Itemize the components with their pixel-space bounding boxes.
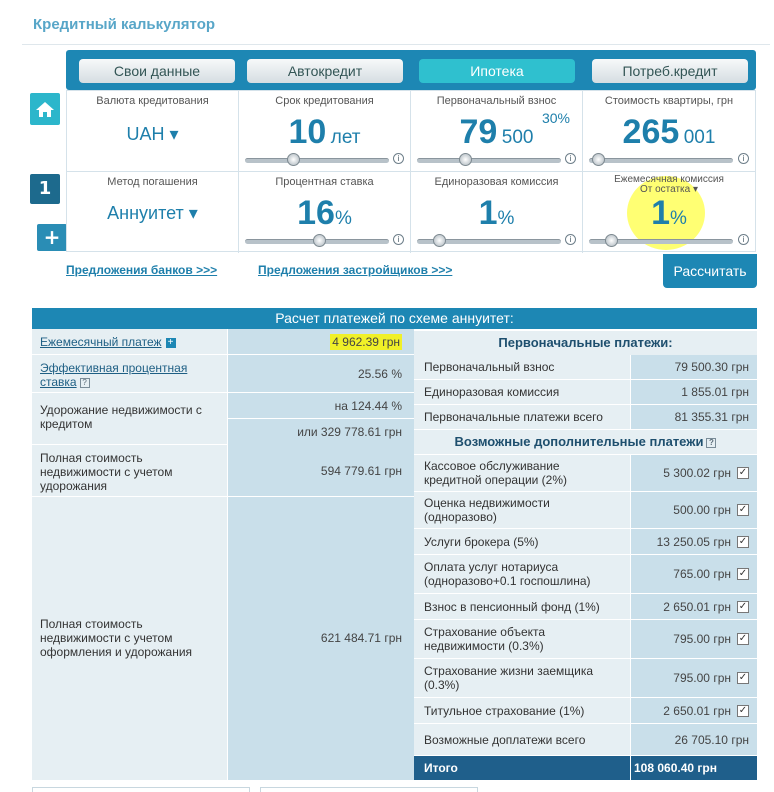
down-payment-slider[interactable] — [417, 158, 561, 163]
info-icon[interactable]: i — [393, 153, 404, 164]
calculator-number-tab[interactable]: 1 — [30, 174, 60, 204]
extra-payment-value: 5 300.02 грн — [663, 466, 731, 480]
oneoff-commission-value[interactable]: 1% — [478, 194, 515, 232]
oneoff-commission-label: Единоразовая комиссия — [434, 176, 559, 188]
currency-label: Валюта кредитования — [96, 95, 209, 107]
price-slider[interactable] — [589, 158, 733, 163]
home-button[interactable] — [30, 93, 60, 125]
tab-auto-credit[interactable]: Автокредит — [247, 59, 403, 83]
term-slider[interactable] — [245, 158, 389, 163]
monthly-payment-value: 4 962.39 грн — [332, 335, 400, 349]
total-cost-value: 621 484.71 грн — [228, 497, 414, 780]
extra-payment-label: Оплата услуг нотариуса (одноразово+0.1 госпошлина) — [414, 555, 630, 593]
checkbox[interactable]: ✓ — [738, 633, 748, 644]
extra-payment-value: 2 650.01 грн — [663, 599, 731, 614]
divider — [22, 44, 770, 45]
home-icon — [30, 93, 60, 125]
monthly-commission-cell — [583, 172, 755, 253]
oneoff-commission-row-label: Единоразовая комиссия — [414, 380, 630, 404]
term-value[interactable]: 10 лет — [288, 113, 361, 151]
oneoff-commission-cell — [411, 172, 583, 253]
table-row — [414, 492, 757, 529]
table-row — [32, 393, 414, 445]
info-icon[interactable]: i — [738, 234, 749, 245]
rate-cell — [239, 172, 411, 253]
checkbox[interactable]: ✓ — [738, 504, 748, 515]
tab-mortgage[interactable]: Ипотека — [419, 59, 575, 83]
monthly-commission-label: Ежемесячная комиссия — [614, 174, 724, 185]
price-rise-percent: на 124.44 % — [228, 393, 414, 419]
tab-consumer-credit[interactable]: Потреб.кредит — [592, 59, 748, 83]
page-title: Кредитный калькулятор — [33, 16, 216, 33]
down-payment-value[interactable]: 79 500 — [459, 113, 534, 151]
info-icon[interactable]: i — [738, 153, 749, 164]
method-cell — [67, 172, 239, 253]
term-slider-handle[interactable] — [287, 153, 300, 166]
table-row — [32, 445, 414, 497]
table-row — [414, 698, 757, 724]
monthly-commission-type-select[interactable]: От остатка ▾ — [639, 184, 699, 195]
table-row — [414, 594, 757, 620]
tab-own-data[interactable]: Свои данные — [79, 59, 235, 83]
grand-total-value: 108 060.40 грн — [634, 761, 717, 775]
parameters-grid — [66, 90, 756, 252]
table-row — [32, 329, 414, 355]
help-icon[interactable]: ? — [80, 378, 90, 388]
method-label: Метод погашения — [107, 176, 198, 188]
grand-total-label: Итого — [424, 761, 458, 775]
price-cell — [583, 91, 755, 172]
initial-payments-title: Первоначальные платежи: — [414, 331, 757, 355]
info-icon[interactable]: i — [565, 153, 576, 164]
checkbox[interactable]: ✓ — [738, 467, 748, 478]
divider — [630, 756, 631, 780]
down-payment-cell — [411, 91, 583, 172]
extra-payment-value: 500.00 грн — [673, 503, 731, 517]
extra-total-label: Возможные доплатежи всего — [414, 724, 630, 755]
initial-payment-value: 79 500.30 грн — [631, 355, 757, 379]
table-row — [414, 455, 757, 492]
extra-payment-label: Страхование объекта недвижимости (0.3%) — [414, 620, 630, 658]
table-row — [414, 355, 757, 380]
monthly-commission-value[interactable]: 1% — [651, 194, 687, 232]
developer-offers-link[interactable]: Предложения застройщиков >>> — [258, 263, 453, 277]
table-row — [414, 380, 757, 405]
checkbox[interactable]: ✓ — [738, 535, 748, 547]
rate-label: Процентная ставка — [275, 176, 374, 188]
checkbox[interactable]: ✓ — [738, 704, 748, 716]
checkbox[interactable]: ✓ — [738, 672, 748, 683]
rate-slider-handle[interactable] — [313, 234, 326, 247]
extra-payments-title: Возможные дополнительные платежи ? — [414, 430, 757, 454]
monthly-commission-slider-handle[interactable] — [605, 234, 618, 247]
initial-total-value: 81 355.31 грн — [631, 405, 757, 429]
rate-value[interactable]: 16% — [297, 194, 352, 232]
info-icon[interactable]: i — [393, 234, 404, 245]
tab-bar — [66, 50, 756, 90]
price-value[interactable]: 265 001 — [622, 113, 716, 151]
oneoff-commission-slider-handle[interactable] — [433, 234, 446, 247]
bottom-panel-edge — [260, 787, 478, 792]
table-row — [32, 355, 414, 393]
add-calculator-button[interactable]: + — [37, 224, 67, 251]
results-right-table — [414, 329, 757, 780]
info-icon[interactable]: i — [565, 234, 576, 245]
price-rise-amount: или 329 778.61 грн — [228, 419, 414, 445]
effective-rate-value: 25.56 % — [228, 355, 414, 392]
term-cell — [239, 91, 411, 172]
monthly-commission-slider[interactable] — [589, 239, 733, 244]
extra-payment-label: Услуги брокера (5%) — [414, 529, 630, 554]
expand-icon[interactable]: + — [166, 338, 176, 348]
down-payment-slider-handle[interactable] — [459, 153, 472, 166]
price-rise-label: Удорожание недвижимости с кредитом — [32, 393, 227, 444]
table-row — [32, 497, 414, 780]
extra-payment-value: 13 250.05 грн — [656, 534, 731, 549]
effective-rate-label[interactable]: Эффективная процентная ставка — [40, 361, 188, 389]
extra-payment-value: 765.00 грн — [673, 567, 731, 581]
calculate-button[interactable]: Рассчитать — [663, 254, 757, 288]
extra-payment-value: 795.00 грн — [673, 671, 731, 685]
table-row — [414, 724, 757, 756]
checkbox[interactable]: ✓ — [738, 568, 748, 579]
table-row — [414, 620, 757, 659]
currency-cell — [67, 91, 239, 172]
down-payment-label: Первоначальный взнос — [436, 95, 557, 107]
extra-payment-value: 2 650.01 грн — [663, 703, 731, 718]
currency-select[interactable]: UAH ▾ — [126, 124, 179, 144]
table-row — [414, 555, 757, 594]
extra-payment-label: Взнос в пенсионный фонд (1%) — [414, 594, 630, 619]
bank-offers-link[interactable]: Предложения банков >>> — [66, 263, 218, 277]
results-left-table — [32, 329, 414, 780]
extra-total-value: 26 705.10 грн — [631, 724, 757, 755]
grand-total-row — [414, 756, 757, 780]
help-icon[interactable]: ? — [706, 438, 716, 448]
rate-slider[interactable] — [245, 239, 389, 244]
monthly-payment-label[interactable]: Ежемесячный платеж — [40, 335, 162, 349]
price-label: Стоимость квартиры, грн — [604, 95, 734, 107]
price-slider-handle[interactable] — [592, 153, 605, 166]
extra-payment-label: Кассовое обслуживание кредитной операции (2%) — [414, 455, 630, 491]
initial-payment-label: Первоначальный взнос — [414, 355, 630, 379]
results-title: Расчет платежей по схеме аннуитет: — [32, 308, 757, 329]
full-cost-value: 594 779.61 грн — [228, 445, 414, 496]
table-row — [414, 659, 757, 698]
oneoff-commission-row-value: 1 855.01 грн — [631, 380, 757, 404]
bottom-panel-edge — [32, 787, 250, 792]
checkbox[interactable]: ✓ — [738, 600, 748, 612]
oneoff-commission-slider[interactable] — [417, 239, 561, 244]
extra-payment-label: Оценка недвижимости (одноразово) — [414, 492, 630, 528]
table-row — [414, 405, 757, 430]
total-cost-label: Полная стоимость недвижимости с учетом оформления и удорожания — [32, 497, 227, 780]
term-label: Срок кредитования — [275, 95, 374, 107]
extra-payment-label: Титульное страхование (1%) — [414, 698, 630, 723]
initial-total-label: Первоначальные платежи всего — [414, 405, 630, 429]
method-select[interactable]: Аннуитет ▾ — [107, 203, 198, 223]
down-payment-percent: 30% — [541, 110, 570, 126]
table-row — [414, 529, 757, 555]
extra-payment-label: Страхование жизни заемщика (0.3%) — [414, 659, 630, 697]
extra-payment-value: 795.00 грн — [673, 632, 731, 646]
full-cost-label: Полная стоимость недвижимости с учетом удорожания — [32, 445, 227, 496]
